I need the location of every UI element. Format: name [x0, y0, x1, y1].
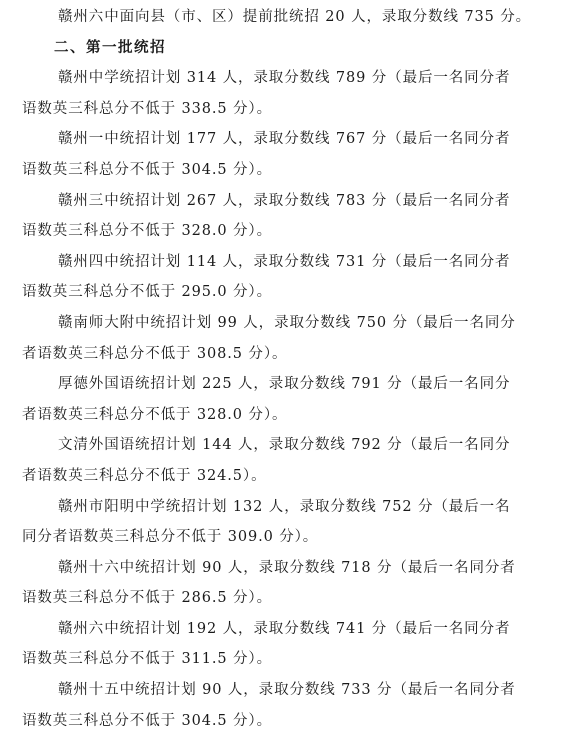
entry-second-line: 者语数英三科总分不低于 328.0 分）。: [22, 406, 288, 423]
entry-first-line: 赣州六中统招计划 192 人，录取分数线 741 分（最后一名同分者: [58, 620, 511, 637]
list-item-ganzhou-middle: [22, 63, 557, 124]
list-item-ganzhou-no15: [22, 675, 557, 736]
entry-second-line: 语数英三科总分不低于 338.5 分）。: [22, 100, 272, 117]
list-item-ganzhou-no1: [22, 124, 557, 185]
entry-first-line: 赣州四中统招计划 114 人，录取分数线 731 分（最后一名同分者: [58, 253, 511, 270]
entry-second-line: 语数英三科总分不低于 311.5 分）。: [22, 651, 272, 668]
list-item-yangming-middle: [22, 492, 557, 553]
list-item-ganzhou-no4: [22, 247, 557, 308]
intro-paragraph: 赣州六中面向县（市、区）提前批统招 20 人，录取分数线 735 分。: [58, 9, 532, 25]
entry-first-line: 赣州三中统招计划 267 人，录取分数线 783 分（最后一名同分者: [58, 192, 511, 209]
entry-second-line: 者语数英三科总分不低于 308.5 分）。: [22, 345, 288, 362]
entry-first-line: 文清外国语统招计划 144 人，录取分数线 792 分（最后一名同分: [58, 437, 511, 454]
entry-first-line: 厚德外国语统招计划 225 人，录取分数线 791 分（最后一名同分: [58, 376, 511, 393]
entry-first-line: 赣南师大附中统招计划 99 人，录取分数线 750 分（最后一名同分: [58, 314, 516, 331]
list-item-ganzhou-no6: [22, 614, 557, 675]
entry-second-line: 者语数英三科总分不低于 324.5）。: [22, 467, 267, 484]
entry-second-line: 语数英三科总分不低于 304.5 分）。: [22, 161, 272, 178]
entry-second-line: 语数英三科总分不低于 286.5 分）。: [22, 590, 272, 607]
list-item-ganzhou-no3: [22, 186, 557, 247]
entry-first-line: 赣州一中统招计划 177 人，录取分数线 767 分（最后一名同分者: [58, 131, 511, 148]
entry-second-line: 语数英三科总分不低于 295.0 分）。: [22, 284, 272, 301]
entry-second-line: 语数英三科总分不低于 304.5 分）。: [22, 712, 272, 729]
list-item-wenqing-foreign-language: [22, 430, 557, 491]
entry-first-line: 赣州中学统招计划 314 人，录取分数线 789 分（最后一名同分者: [58, 70, 511, 87]
section-heading: 二、第一批统招: [54, 39, 166, 56]
list-item-houde-foreign-language: [22, 369, 557, 430]
entry-second-line: 语数英三科总分不低于 328.0 分）。: [22, 223, 272, 240]
entry-first-line: 赣州市阳明中学统招计划 132 人，录取分数线 752 分（最后一名: [58, 498, 511, 515]
list-item-ganzhou-no16: [22, 553, 557, 614]
entry-first-line: 赣州十五中统招计划 90 人，录取分数线 733 分（最后一名同分者: [58, 682, 516, 699]
entry-first-line: 赣州十六中统招计划 90 人，录取分数线 718 分（最后一名同分者: [58, 559, 516, 576]
entry-second-line: 同分者语数英三科总分不低于 309.0 分）。: [22, 529, 319, 546]
list-item-gannan-normal-affiliated: [22, 308, 557, 369]
